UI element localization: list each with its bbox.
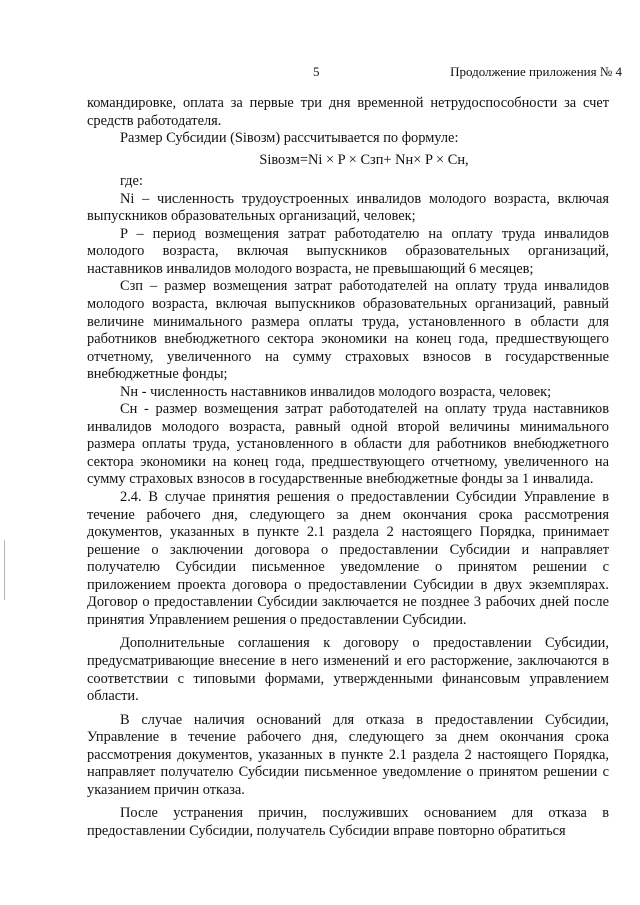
definition-ni: Ni – численность трудоустроенных инвалидов молодого возраста, включая выпускников образовательных организаций, человек;: [87, 190, 609, 225]
definition-p: P – период возмещения затрат работодателю на оплату труда инвалидов молодого возраста, включая выпускников образовательных организаций, наставников инвалидов молодого возраста, не превышающий 6 месяцев;: [87, 225, 609, 277]
page-header: [0, 64, 640, 82]
definition-cn: Cн - размер возмещения затрат работодателей на оплату труда наставников инвалидов молодого возраста, равный одной второй величины минимального размера оплаты труда, установленного в области для работников внебюджетного сектора экономики на конец года, предшествующего отчетному, увеличенного на сумму страховых взносов в государственные внебюджетные фонды за 1 инвалида.: [87, 401, 609, 488]
scan-margin-mark: [4, 540, 5, 600]
paragraph-2-4: 2.4. В случае принятия решения о предоставлении Субсидии Управление в течение рабочего дня, следующего за днем окончания срока рассмотрения документов, указанных в пункте 2.1 раздела 2 настоящего Порядка, принимает решение о заключении договора о предоставлении Субсидии и направляет получателю Субсидии письменное уведомление о принятом решении с приложением проекта договора о предоставлении Субсидии в двух экземплярах. Договор о предоставлении Субсидии заключается не позднее 3 рабочих дней после принятия Управлением решения о предоставлении Субсидии.: [87, 489, 609, 628]
paragraph-subsidy-formula-intro: Размер Субсидии (Siвозм) рассчитывается по формуле:: [120, 130, 459, 147]
paragraph-resubmission: После устранения причин, послуживших основанием для отказа в предоставлении Субсидии, получатель Субсидии вправе повторно обратиться: [87, 805, 609, 839]
document-body: [87, 95, 609, 840]
paragraph-refusal: В случае наличия оснований для отказа в предоставлении Субсидии, Управление в течение рабочего дня, следующего за днем окончания срока рассмотрения документов, указанных в пункте 2.1 раздела 2 настоящего Порядка, направляет получателю Субсидии письменное уведомление о принятом решении с указанием причин отказа.: [87, 711, 609, 798]
definition-czp: Cзп – размер возмещения затрат работодателей на оплату труда инвалидов молодого возраста, включая выпускников образовательных организаций, равный величине минимального размера оплаты труда, установленного в области для работников внебюджетного сектора экономики на конец года, предшествующего отчетному, увеличенного на сумму страховых взносов в государственные внебюджетные фонды;: [87, 278, 609, 383]
formula-where-label: где:: [120, 173, 143, 190]
appendix-continuation-label: Продолжение приложения № 4: [450, 64, 622, 79]
paragraph-additional-agreements: Дополнительные соглашения к договору о предоставлении Субсидии, предусматривающие внесение в него изменений и его расторжение, заключаются в соответствии с типовыми формами, утвержденными финансовым управлением области.: [87, 635, 609, 705]
paragraph-sick-leave: командировке, оплата за первые три дня временной нетрудоспособности за счет средств работодателя.: [87, 95, 609, 129]
subsidy-formula: Siвозм=Ni × P × Cзп+ Nн× P × Cн,: [259, 151, 469, 168]
page-number: 5: [313, 64, 320, 79]
definition-nn: Nн - численность наставников инвалидов молодого возраста, человек;: [120, 383, 552, 400]
